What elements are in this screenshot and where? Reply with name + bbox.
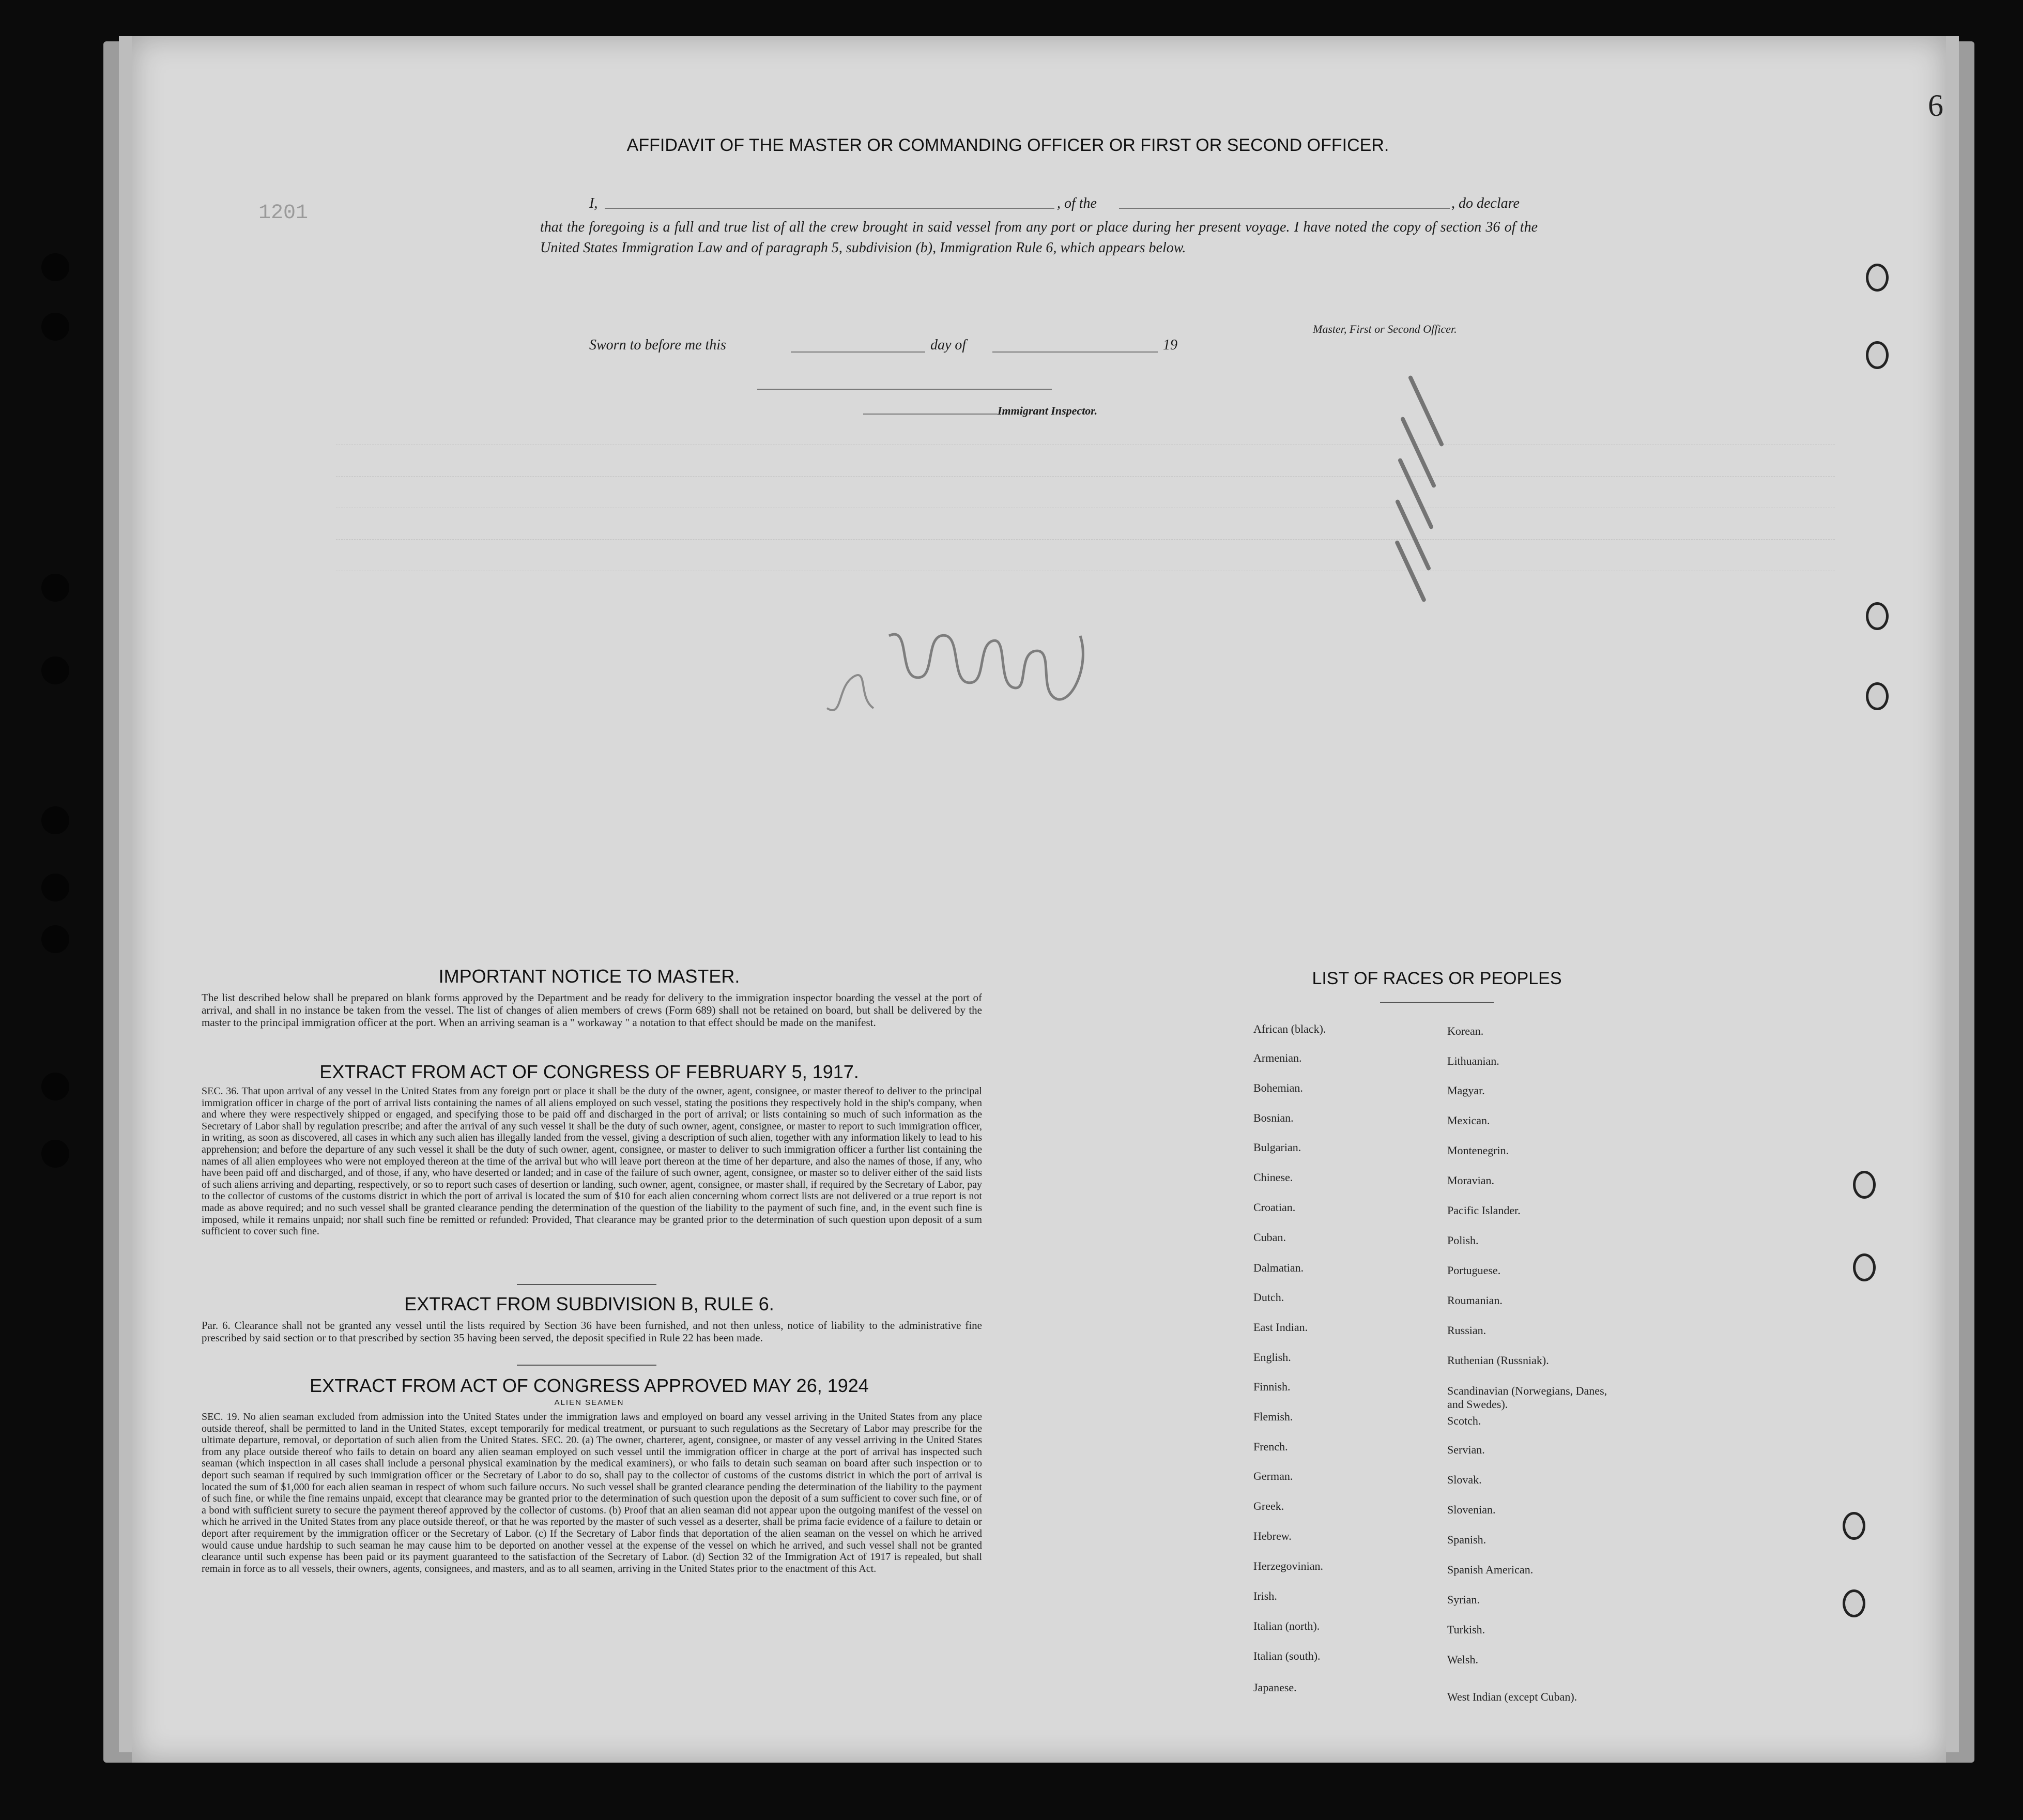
race-item: Hebrew. bbox=[1253, 1530, 1292, 1542]
race-item: African (black). bbox=[1253, 1022, 1326, 1035]
affidavit-title: AFFIDAVIT OF THE MASTER OR COMMANDING OFFICER OR FIRST OR SECOND OFFICER. bbox=[626, 135, 1389, 155]
race-item: Chinese. bbox=[1253, 1171, 1293, 1184]
affidavit-body: that the foregoing is a full and true list of all the crew brought in said vessel from any port or place during her present voyage. I have noted the copy of section 36 of the United States Immigration Law and of paragraph 5, subdivision (b), Immigration Rule 6, which appears below. bbox=[540, 219, 1538, 256]
race-item: Herzegovinian. bbox=[1253, 1559, 1323, 1572]
name-blank bbox=[605, 208, 1054, 209]
notice-title: IMPORTANT NOTICE TO MASTER. bbox=[438, 966, 740, 987]
binder-hole bbox=[41, 656, 69, 684]
extract-1924-body: SEC. 19. No alien seaman excluded from admission into the United States under the immigration laws and employed on board any vessel arriving in the United States from any place outside thereof, shall be permitted to land in the United States, except temporarily for medical treatment, or pursuant to such regulations as the Secretary of Labor may prescribe for the ultimate departure, removal, or deportation of such alien from the United States. SEC. 20. (a) The owner, charterer, agent, consignee, or master of any vessel arriving in the United States from any place outside thereof who fails to detain on board any alien seaman employed on such vessel until the immigration officer in charge at the port of arrival has inspected such seaman (which inspection in all cases shall include a personal physical examination by the medical examiners), or who fails to detain such seaman on board after such inspection or to deport such seaman if required by such immigration officer or the Secretary of Labor to do so, shall pay to the collector of customs of the customs district in which the port of arrival is located the sum of $1,000 for each alien seaman in respect of whom such failure occurs. No such vessel shall be granted clearance pending the determination of the liability to the payment of such fine, or while the fine remains unpaid, except that clearance may be granted prior to the determination of such question upon the deposit of a sum sufficient to cover such fine, or of a bond with sufficient surety to secure the payment thereof approved by the collector of customs. (b) Proof that an alien seaman did not appear upon the outgoing manifest of the vessel on which he arrived in the United States from any place outside thereof, or that he was reported by the master of such vessel as a deserter, shall be prima facie evidence of a failure to detain or deport after requirement by the immigration officer or the Secretary of Labor. (c) If the Secretary of Labor finds that deportation of the alien seaman on the vessel on which he arrived would cause undue hardship to such seaman he may cause him to be deported on another vessel at the expense of the vessel on which he arrived, and such vessel shall not be granted clearance until such expense has been paid or its payment guaranteed to the satisfaction of the Secretary of Labor. (d) Section 32 of the Immigration Act of 1917 is repealed, but shall remain in force as to all vessels, their owners, agents, consignees, and masters, and as to all seamen, arriving in the United States prior to the enactment of this Act. bbox=[202, 1411, 982, 1574]
race-item: Scandinavian (Norwegians, Danes, and Swedes). bbox=[1447, 1384, 1607, 1411]
affidavit-i: I, bbox=[589, 195, 598, 211]
race-item: Bohemian. bbox=[1253, 1081, 1303, 1094]
race-item: Roumanian. bbox=[1447, 1294, 1503, 1307]
divider bbox=[517, 1284, 656, 1285]
race-item: English. bbox=[1253, 1351, 1291, 1364]
binder-hole bbox=[41, 1140, 69, 1168]
extract-1924-subtitle: ALIEN SEAMEN bbox=[554, 1398, 624, 1407]
extract-rule6-title: EXTRACT FROM SUBDIVISION B, RULE 6. bbox=[404, 1293, 774, 1314]
race-item: Polish. bbox=[1447, 1234, 1479, 1247]
race-item: Armenian. bbox=[1253, 1051, 1302, 1064]
extract-1917-body: SEC. 36. That upon arrival of any vessel in the United States from any foreign port or place it shall be the duty of the owner, agent, consignee, or master thereof to deliver to the principal immigration officer in charge of the port of arrival lists containing the names of all aliens employed on such vessel, stating the positions they respectively hold in the ship's company, when and where they were respectively shipped or engaged, and specifying those to be paid off and discharged in the port of arrival; or lists containing so much of such information as the Secretary of Labor shall by regulation prescribe; and after the arrival of any such vessel it shall be the duty of such owner, agent, consignee, or master to report to such immigration officer, in writing, as soon as discovered, all cases in which any such alien has illegally landed from the vessel, giving a description of such alien, together with any information likely to lead to his apprehension; and before the departure of any such vessel it shall be the duty of such owner, agent, consignee, or master to deliver to such immigration officer a further list containing the names of all alien employees who were not employed thereon at the time of the arrival but who will leave port thereon at the time of her departure, and also the names of those, if any, who have been paid off and discharged, and of those, if any, who have deserted or landed; and in case of the failure of such owner, agent, consignee, or master so to deliver either of the said lists of such aliens arriving and departing, respectively, or so to report such cases of desertion or landing, such owner, agent, consignee, or master shall, if required by the Secretary of Labor, pay to the collector of customs of the customs district in which the port of arrival is located the sum of $10 for each alien concerning whom correct lists are not delivered or a true report is not made as above required; and no such vessel shall be granted clearance pending the determination of the question of the liability to the payment of such fine, and, in the event such fine is imposed, while it remains unpaid; nor shall such fine be remitted or refunded: Provided, That clearance may be granted prior to the determination of such question upon deposit of a sum sufficient to cover such fine. bbox=[202, 1085, 982, 1237]
sworn-day-of: day of bbox=[930, 337, 967, 353]
signature-blank bbox=[757, 389, 1052, 390]
race-item: Turkish. bbox=[1447, 1623, 1485, 1636]
binder-hole bbox=[41, 925, 69, 953]
ring-hole bbox=[1866, 341, 1889, 369]
race-item: Montenegrin. bbox=[1447, 1144, 1509, 1157]
race-item: East Indian. bbox=[1253, 1321, 1308, 1334]
day-blank bbox=[791, 351, 925, 353]
extract-1917-title: EXTRACT FROM ACT OF CONGRESS OF FEBRUARY 5, 1917. bbox=[319, 1061, 859, 1082]
race-item: German. bbox=[1253, 1470, 1293, 1482]
inspector-label: Immigrant Inspector. bbox=[998, 404, 1098, 417]
race-item: Croatian. bbox=[1253, 1201, 1296, 1214]
race-item: Korean. bbox=[1447, 1024, 1484, 1037]
margin-stamp: 1201 bbox=[258, 202, 309, 225]
race-item: Ruthenian (Russniak). bbox=[1447, 1354, 1549, 1367]
race-item: Italian (north). bbox=[1253, 1619, 1320, 1632]
race-item: Japanese. bbox=[1253, 1681, 1297, 1694]
binder-hole bbox=[41, 874, 69, 901]
race-item: Flemish. bbox=[1253, 1410, 1293, 1423]
race-item: Bosnian. bbox=[1253, 1111, 1294, 1124]
race-item: Spanish American. bbox=[1447, 1563, 1534, 1576]
binder-hole bbox=[41, 313, 69, 341]
race-item: Welsh. bbox=[1447, 1653, 1478, 1666]
ring-hole bbox=[1866, 264, 1889, 292]
handwritten-signature bbox=[811, 605, 1101, 724]
page-number: 6 bbox=[1928, 88, 1943, 123]
race-item: Finnish. bbox=[1253, 1380, 1291, 1393]
binder-hole bbox=[41, 253, 69, 281]
extract-1924-title: EXTRACT FROM ACT OF CONGRESS APPROVED MAY 26, 1924 bbox=[310, 1375, 869, 1396]
race-item: Irish. bbox=[1253, 1589, 1277, 1602]
divider bbox=[517, 1365, 656, 1366]
race-item: Lithuanian. bbox=[1447, 1054, 1499, 1067]
race-item: Syrian. bbox=[1447, 1593, 1480, 1606]
sworn-year: 19 bbox=[1163, 337, 1177, 353]
ring-hole bbox=[1866, 682, 1889, 710]
race-item: Portuguese. bbox=[1447, 1264, 1501, 1277]
divider bbox=[1380, 1002, 1494, 1003]
races-title: LIST OF RACES OR PEOPLES bbox=[1312, 969, 1562, 988]
race-item: Bulgarian. bbox=[1253, 1141, 1301, 1154]
race-item: Greek. bbox=[1253, 1500, 1284, 1512]
binder-hole bbox=[41, 1073, 69, 1100]
show-through-rows bbox=[336, 414, 1835, 610]
binder-hole bbox=[41, 574, 69, 602]
binder-hole bbox=[41, 806, 69, 834]
race-item: Cuban. bbox=[1253, 1231, 1286, 1244]
affidavit-declare: , do declare bbox=[1451, 195, 1520, 211]
race-item: Dalmatian. bbox=[1253, 1261, 1304, 1274]
race-item: Pacific Islander. bbox=[1447, 1204, 1521, 1217]
ring-hole bbox=[1843, 1512, 1865, 1540]
sworn-prefix: Sworn to before me this bbox=[589, 337, 726, 353]
race-item: Servian. bbox=[1447, 1443, 1485, 1456]
race-item: Slovak. bbox=[1447, 1473, 1482, 1486]
race-item: Dutch. bbox=[1253, 1291, 1284, 1304]
race-item: Mexican. bbox=[1447, 1114, 1490, 1127]
ring-hole bbox=[1853, 1253, 1876, 1281]
ring-hole bbox=[1866, 602, 1889, 630]
vessel-blank bbox=[1119, 208, 1450, 209]
race-item: Scotch. bbox=[1447, 1414, 1481, 1427]
ring-hole bbox=[1853, 1171, 1876, 1199]
inspector-blank bbox=[863, 414, 998, 415]
race-item: Moravian. bbox=[1447, 1174, 1495, 1187]
race-item: Spanish. bbox=[1447, 1533, 1486, 1546]
affidavit-of-the: , of the bbox=[1057, 195, 1097, 211]
race-item: French. bbox=[1253, 1440, 1288, 1453]
race-item: Slovenian. bbox=[1447, 1503, 1496, 1516]
extract-rule6-body: Par. 6. Clearance shall not be granted any vessel until the lists required by Section 36 have been furnished, and not then unless, notice of liability to the administrative fine prescribed by said section or to that prescribed by section 35 having been served, the deposit specified in Rule 22 has been made. bbox=[202, 1319, 982, 1344]
race-item: West Indian (except Cuban). bbox=[1447, 1690, 1577, 1703]
race-item: Magyar. bbox=[1447, 1084, 1485, 1097]
officer-label: Master, First or Second Officer. bbox=[1313, 323, 1457, 335]
race-item: Russian. bbox=[1447, 1324, 1486, 1337]
race-item: Italian (south). bbox=[1253, 1649, 1321, 1662]
notice-body: The list described below shall be prepared on blank forms approved by the Department and be ready for delivery to the immigration inspector boarding the vessel at the port of arrival, and shall in no instance be taken from the vessel. The list of changes of alien members of crews (Form 689) shall not be retained on board, but shall be delivered by the master to the principal immigration officer at the port. When an arriving seaman is a " workaway " a notation to that effect should be made on the manifest. bbox=[202, 991, 982, 1029]
ring-hole bbox=[1843, 1589, 1865, 1617]
month-blank bbox=[992, 351, 1158, 353]
